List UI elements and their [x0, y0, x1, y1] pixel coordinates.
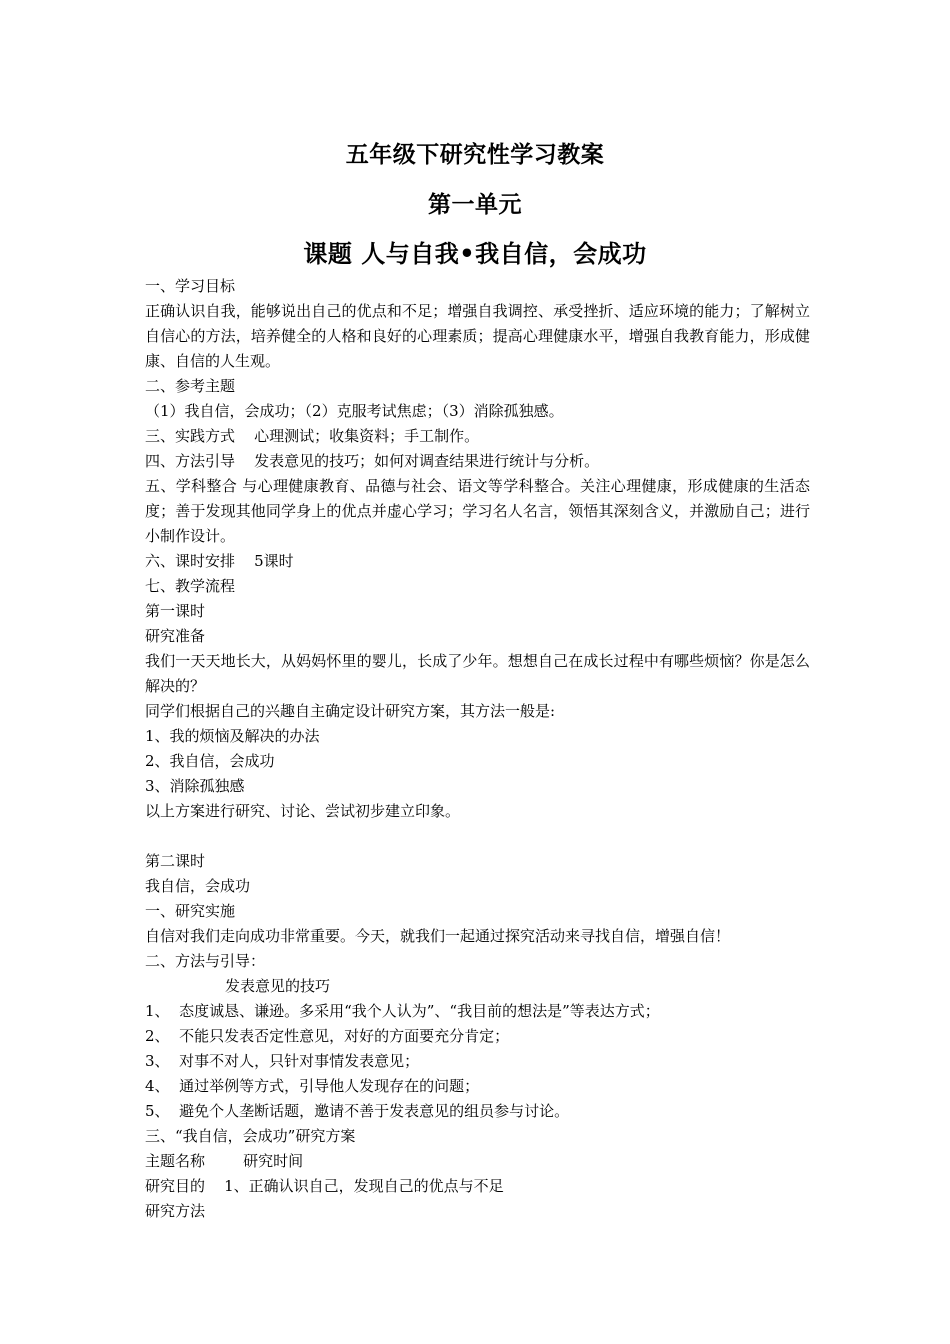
text-line: 三、“我自信，会成功”研究方案 [145, 1127, 356, 1145]
text-line: 研究方法 [145, 1202, 206, 1220]
document-body [145, 274, 810, 1224]
text-line: （1）我自信，会成功；（2）克服考试焦虑；（3）消除孤独感。 [145, 402, 564, 420]
text-line: 二、方法与引导： [145, 952, 266, 970]
text-line: 主题名称 研究时间 [145, 1152, 304, 1170]
text-line: 自信对我们走向成功非常重要。今天，就我们一起通过探究活动来寻找自信，增强自信！ [145, 927, 731, 945]
document-title: 五年级下研究性学习教案 [345, 141, 605, 168]
text-line: 3、消除孤独感 [145, 777, 245, 795]
text-line: 我们一天天地长大，从妈妈怀里的婴儿，长成了少年。想想自己在成长过程中有哪些烦恼？你是怎么解决的？ [145, 652, 810, 695]
text-line: 我自信，会成功 [145, 877, 251, 895]
text-line: 一、研究实施 [145, 902, 236, 920]
lesson-title: 课题 人与自我•我自信，会成功 [303, 239, 647, 268]
text-line: 发表意见的技巧 [225, 977, 331, 995]
text-line: 2、 不能只发表否定性意见，对好的方面要充分肯定； [145, 1027, 510, 1045]
text-line: 第二课时 [145, 852, 206, 870]
text-line: 2、我自信，会成功 [145, 752, 275, 770]
text-line: 第一课时 [145, 602, 206, 620]
text-line: 一、学习目标 [145, 277, 236, 295]
text-line: 研究目的 1、正确认识自己，发现自己的优点与不足 [145, 1177, 504, 1195]
text-line: 正确认识自我，能够说出自己的优点和不足；增强自我调控、承受挫折、适应环境的能力；了解树立自信心的方法，培养健全的人格和良好的心理素质；提高心理健康水平，增强自我教育能力，形成健康、自信的人生观。 [145, 302, 810, 370]
text-line: 三、实践方式 心理测试；收集资料；手工制作。 [145, 427, 480, 445]
text-line: 以上方案进行研究、讨论、尝试初步建立印象。 [145, 802, 461, 820]
text-line: 五、学科整合 与心理健康教育、品德与社会、语文等学科整合。关注心理健康，形成健康的生活态度；善于发现其他同学身上的优点并虚心学习；学习名人名言，领悟其深刻含义，并激励自己；进行小制作设计。 [145, 477, 810, 545]
text-line: 六、课时安排 5课时 [145, 552, 294, 570]
unit-heading: 第一单元 [428, 191, 522, 218]
text-line: 1、 态度诚恳、谦逊。多采用“我个人认为”、“我目前的想法是”等表达方式； [145, 1002, 660, 1020]
text-line: 5、 避免个人垄断话题，邀请不善于发表意见的组员参与讨论。 [145, 1102, 570, 1120]
text-line: 研究准备 [145, 627, 206, 645]
blank-line [145, 824, 810, 849]
text-line: 1、我的烦恼及解决的办法 [145, 727, 320, 745]
text-line: 3、 对事不对人，只针对事情发表意见； [145, 1052, 420, 1070]
text-line: 二、参考主题 [145, 377, 236, 395]
text-line: 4、 通过举例等方式，引导他人发现存在的问题； [145, 1077, 480, 1095]
text-line: 四、方法引导 发表意见的技巧；如何对调查结果进行统计与分析。 [145, 452, 600, 470]
text-line: 同学们根据自己的兴趣自主确定设计研究方案，其方法一般是: [145, 702, 556, 720]
text-line: 七、教学流程 [145, 577, 236, 595]
